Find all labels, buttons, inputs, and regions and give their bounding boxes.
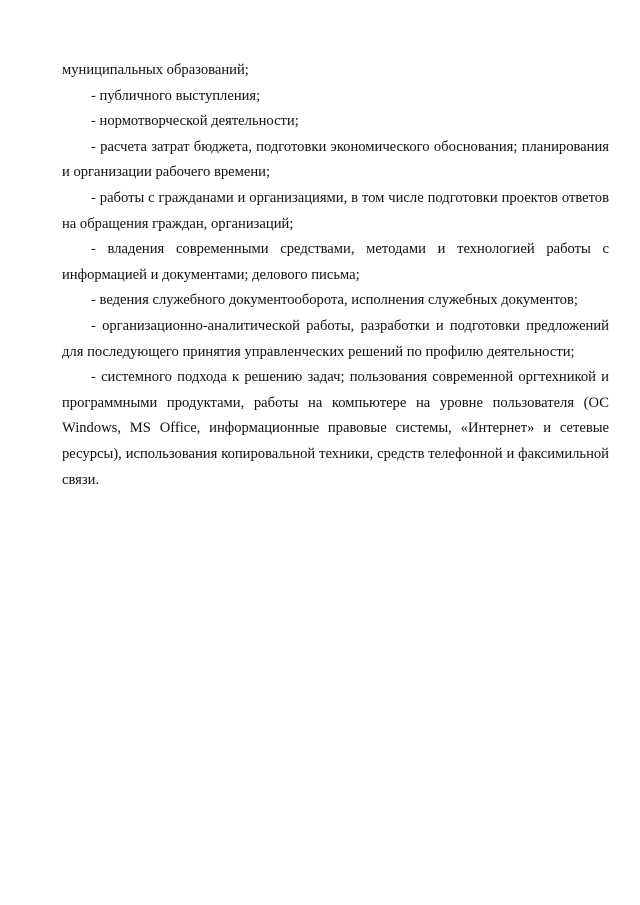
list-item-public-speaking: - публичного выступления;: [91, 87, 261, 104]
list-item-analytical-work: - организационно-аналитической работы, разработки и подготовки предложений для последующего принятия управленческих решений по профилю деятельности;: [62, 317, 609, 360]
list-item-budget-calculation: - расчета затрат бюджета, подготовки экономического обоснования; планирования и организации рабочего времени;: [62, 138, 609, 181]
list-item-rulemaking: - нормотворческой деятельности;: [91, 113, 299, 130]
document-body: [62, 58, 609, 493]
paragraph-continuation: муниципальных образований;: [62, 62, 249, 78]
list-item-information-handling: - владения современными средствами, методами и технологией работы с информацией и документами; делового письма;: [62, 241, 609, 283]
list-item-systems-approach: - системного подхода к решению задач; пользования современной оргтехникой и программными продуктами, работы на компьютере на уровне пользователя (ОС Windows, MS Office, информационные правовые системы, «Интернет» и сетевые ресурсы), использования копировальной техники, средств телефонной и факсимильной связи.: [62, 369, 609, 488]
list-item-citizen-work: - работы с гражданами и организациями, в том числе подготовки проектов ответов на обращения граждан, организаций;: [62, 189, 609, 232]
list-item-document-flow: - ведения служебного документооборота, исполнения служебных документов;: [91, 292, 578, 309]
